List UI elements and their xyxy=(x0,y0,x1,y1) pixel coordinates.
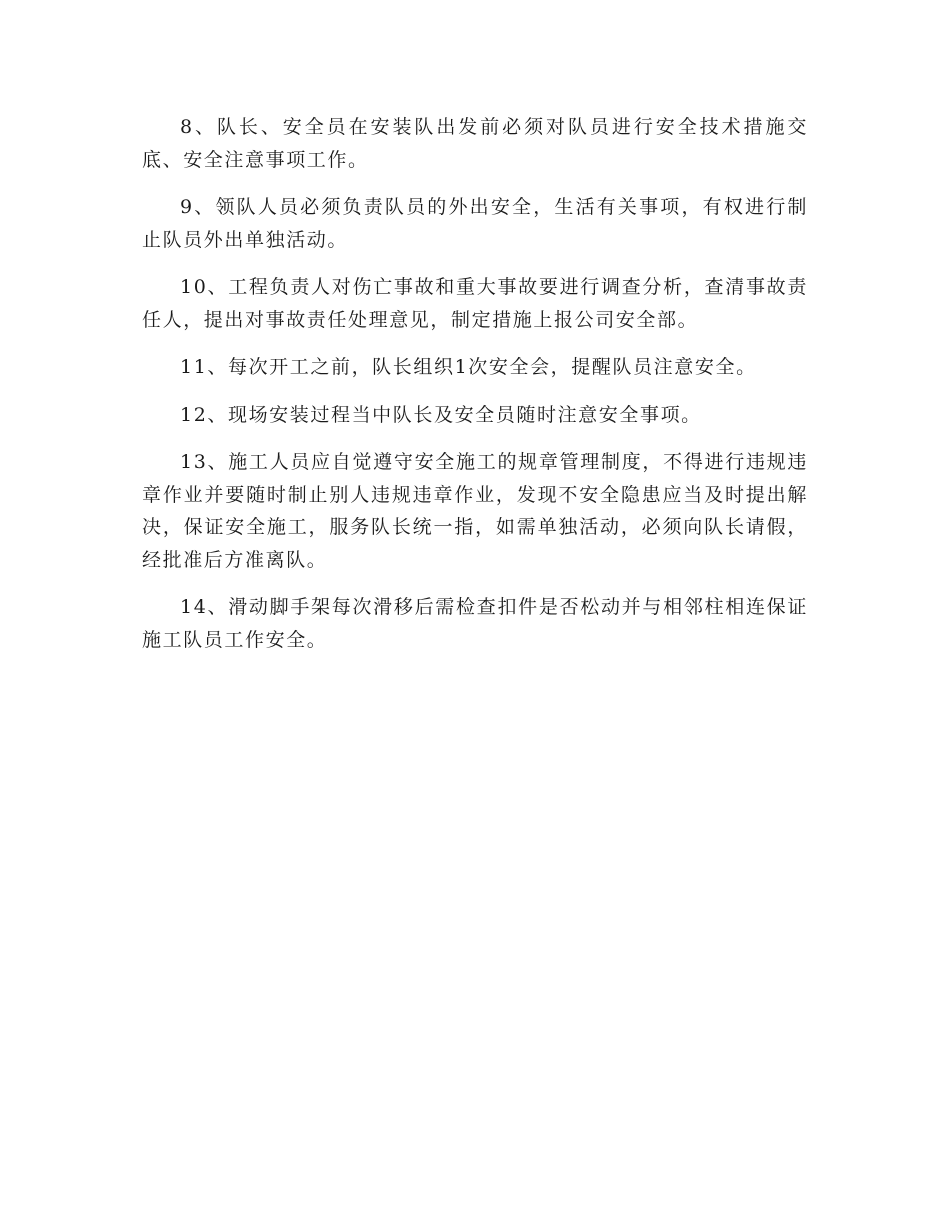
paragraph-item-14: 14、滑动脚手架每次滑移后需检查扣件是否松动并与相邻柱相连保证施工队员工作安全。 xyxy=(142,596,808,651)
paragraph-item-8: 8、队长、安全员在安装队出发前必须对队员进行安全技术措施交底、安全注意事项工作。 xyxy=(142,116,808,171)
paragraph-item-13: 13、施工人员应自觉遵守安全施工的规章管理制度，不得进行违规违章作业并要随时制止别人违规违章作业，发现不安全隐患应当及时提出解决，保证安全施工，服务队长统一指，如需单独活动，必须向队长请假，经批准后方准离队。 xyxy=(142,451,808,571)
document-body xyxy=(142,111,808,671)
paragraph-item-10: 10、工程负责人对伤亡事故和重大事故要进行调查分析，查清事故责任人，提出对事故责任处理意见，制定措施上报公司安全部。 xyxy=(142,276,808,331)
paragraph-item-9: 9、领队人员必须负责队员的外出安全，生活有关事项，有权进行制止队员外出单独活动。 xyxy=(142,196,808,251)
paragraph-item-12: 12、现场安装过程当中队长及安全员随时注意安全事项。 xyxy=(180,403,702,426)
paragraph-item-11: 11、每次开工之前，队长组织1次安全会，提醒队员注意安全。 xyxy=(180,356,757,378)
